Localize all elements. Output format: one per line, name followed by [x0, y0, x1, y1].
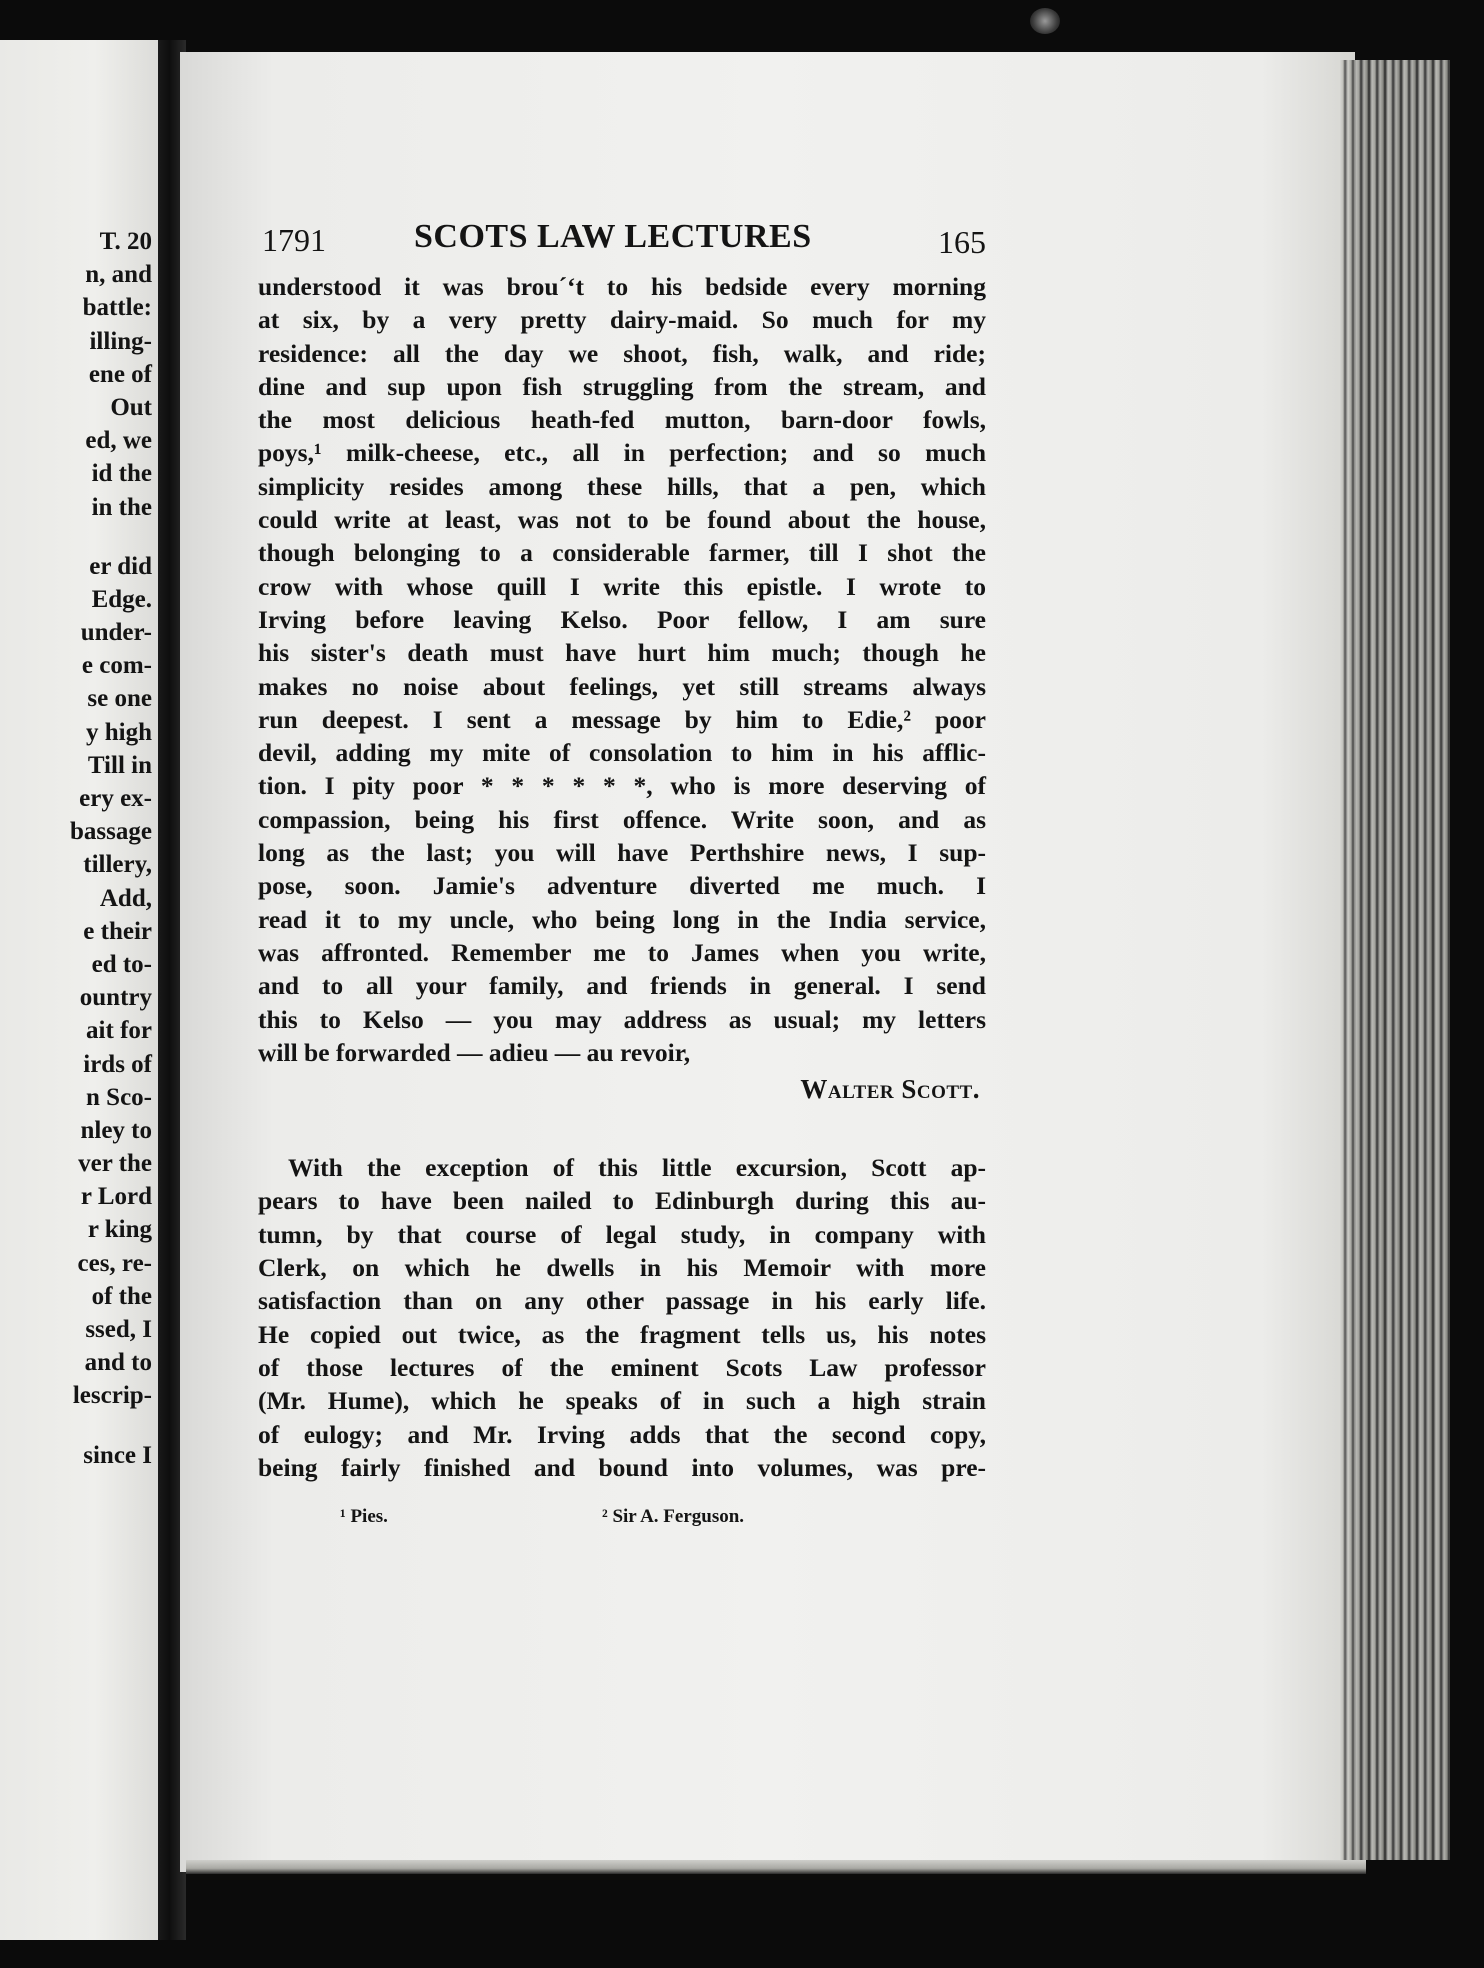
letter-text [258, 270, 986, 1069]
narrative-line: being fairly finished and bound into volumes, was pre- [258, 1452, 986, 1482]
left-page-line: er did [89, 552, 152, 580]
narrative-line: satisfaction than on any other passage in his early life. [258, 1286, 986, 1316]
left-page-line: since I [83, 1441, 152, 1469]
left-page-line: r Lord [80, 1183, 152, 1211]
left-page-line: bassage [70, 818, 152, 846]
left-page-text [0, 225, 152, 1472]
letter-line: read it to my uncle, who being long in the India service, [258, 904, 986, 934]
letter-line: at six, by a very pretty dairy-maid. So much for my [258, 305, 986, 335]
letter-line: Irving before leaving Kelso. Poor fellow, I am sure [258, 604, 986, 634]
letter-line: long as the last; you will have Perthshire news, I sup- [258, 838, 986, 868]
letter-line: tion. I pity poor * * * * * *, who is more deserving of [258, 771, 986, 801]
left-page-line: n, and [85, 261, 152, 289]
narrative-line: (Mr. Hume), which he speaks of in such a high strain [258, 1386, 986, 1416]
left-page-line: e their [83, 917, 152, 945]
letter-signature: Walter Scott. [800, 1074, 980, 1105]
left-page-line: Out [110, 393, 152, 421]
left-page-line: in the [91, 493, 152, 521]
narrative-line: tumn, by that course of legal study, in company with [258, 1219, 986, 1249]
letter-line: pose, soon. Jamie's adventure diverted me much. I [258, 871, 986, 901]
letter-line: makes no noise about feelings, yet still streams always [258, 671, 986, 701]
left-page-line: and to [84, 1349, 152, 1377]
left-page-line: ver the [78, 1150, 152, 1178]
left-page-line: Edge. [91, 585, 152, 613]
left-page-line: T. 20 [99, 228, 152, 255]
footnotes [340, 1506, 900, 1536]
narrative-line: He copied out twice, as the fragment tells us, his notes [258, 1319, 986, 1349]
narrative-paragraph [258, 1151, 986, 1484]
letter-line: the most delicious heath-fed mutton, barn-door fowls, [258, 405, 986, 435]
left-page-line [0, 1413, 152, 1439]
footnote-2: ² Sir A. Ferguson. [602, 1506, 745, 1527]
left-page-line: under- [80, 619, 152, 647]
left-page-line: of the [91, 1282, 152, 1310]
paragraph-gap [258, 1109, 986, 1151]
left-page-line: e com- [81, 652, 152, 680]
left-page-line: ssed, I [85, 1316, 152, 1343]
left-page-line: tillery, [83, 851, 152, 879]
left-page-line: n Sco- [86, 1083, 152, 1111]
left-page-line: r king [87, 1216, 152, 1244]
page-number: 165 [938, 224, 986, 260]
letter-line: devil, adding my mite of consolation to him in his afflic- [258, 738, 986, 768]
left-page-line: se one [87, 685, 152, 713]
letter-line: will be forwarded — adieu — au revoir, [258, 1037, 691, 1067]
left-page-line: ed, we [85, 427, 152, 455]
letter-line: poys,¹ milk-cheese, etc., all in perfection; and so much [258, 438, 986, 468]
left-page-line: nley to [80, 1116, 152, 1144]
narrative-line: With the exception of this little excursion, Scott ap- [288, 1153, 986, 1183]
left-page-line: ene of [88, 360, 152, 388]
left-page-line: illing- [89, 327, 152, 355]
left-page-line: y high [85, 718, 152, 746]
letter-line: crow with whose quill I write this epistle. I wrote to [258, 571, 986, 601]
running-head-title: SCOTS LAW LECTURES [414, 218, 812, 255]
left-page-line: ed to- [91, 950, 152, 978]
camera-glare [1030, 8, 1060, 34]
letter-line: his sister's death must have hurt him much; though he [258, 638, 986, 668]
narrative-line: of eulogy; and Mr. Irving adds that the second copy, [258, 1419, 986, 1449]
letter-line: run deepest. I sent a message by him to Edie,² poor [258, 704, 986, 734]
letter-line: dine and sup upon fish struggling from the stream, and [258, 371, 986, 401]
left-page-line: id the [91, 460, 152, 488]
left-page-line: battle: [82, 294, 152, 322]
letter-line: understood it was brou´ʻt to his bedside every morning [258, 272, 986, 301]
left-page-line: ery ex- [79, 785, 152, 812]
letter-line: compassion, being his first offence. Write soon, and as [258, 804, 986, 834]
narrative-line: of those lectures of the eminent Scots Law professor [258, 1352, 986, 1382]
left-page-line: Till in [87, 751, 152, 779]
left-page-line: ountry [79, 984, 152, 1012]
bottom-page-edge [186, 1860, 1366, 1874]
letter-line: residence: all the day we shoot, fish, walk, and ride; [258, 338, 986, 368]
page-body [258, 270, 986, 1484]
narrative-line: Clerk, on which he dwells in his Memoir with more [258, 1253, 986, 1283]
footnote-1: ¹ Pies. [340, 1506, 388, 1527]
letter-line: simplicity resides among these hills, that a pen, which [258, 471, 986, 501]
left-page-line: ces, re- [77, 1249, 152, 1277]
letter-line: was affronted. Remember me to James when you write, [258, 937, 986, 967]
page-edges [1340, 60, 1450, 1860]
letter-line: could write at least, was not to be found about the house, [258, 505, 986, 535]
left-page-line: irds of [83, 1050, 152, 1078]
left-page-line: ait for [86, 1017, 152, 1045]
left-page-line [0, 524, 152, 550]
letter-line: this to Kelso — you may address as usual; my letters [258, 1004, 986, 1034]
left-page-line: lescrip- [72, 1382, 152, 1410]
letter-line: though belonging to a considerable farmer, till I shot the [258, 538, 986, 568]
left-page-line: Add, [99, 884, 152, 912]
running-head-year: 1791 [262, 222, 326, 258]
letter-line: and to all your family, and friends in general. I send [258, 971, 986, 1001]
left-facing-page [0, 40, 158, 1940]
narrative-line: pears to have been nailed to Edinburgh during this au- [258, 1186, 986, 1216]
running-head [262, 218, 986, 262]
